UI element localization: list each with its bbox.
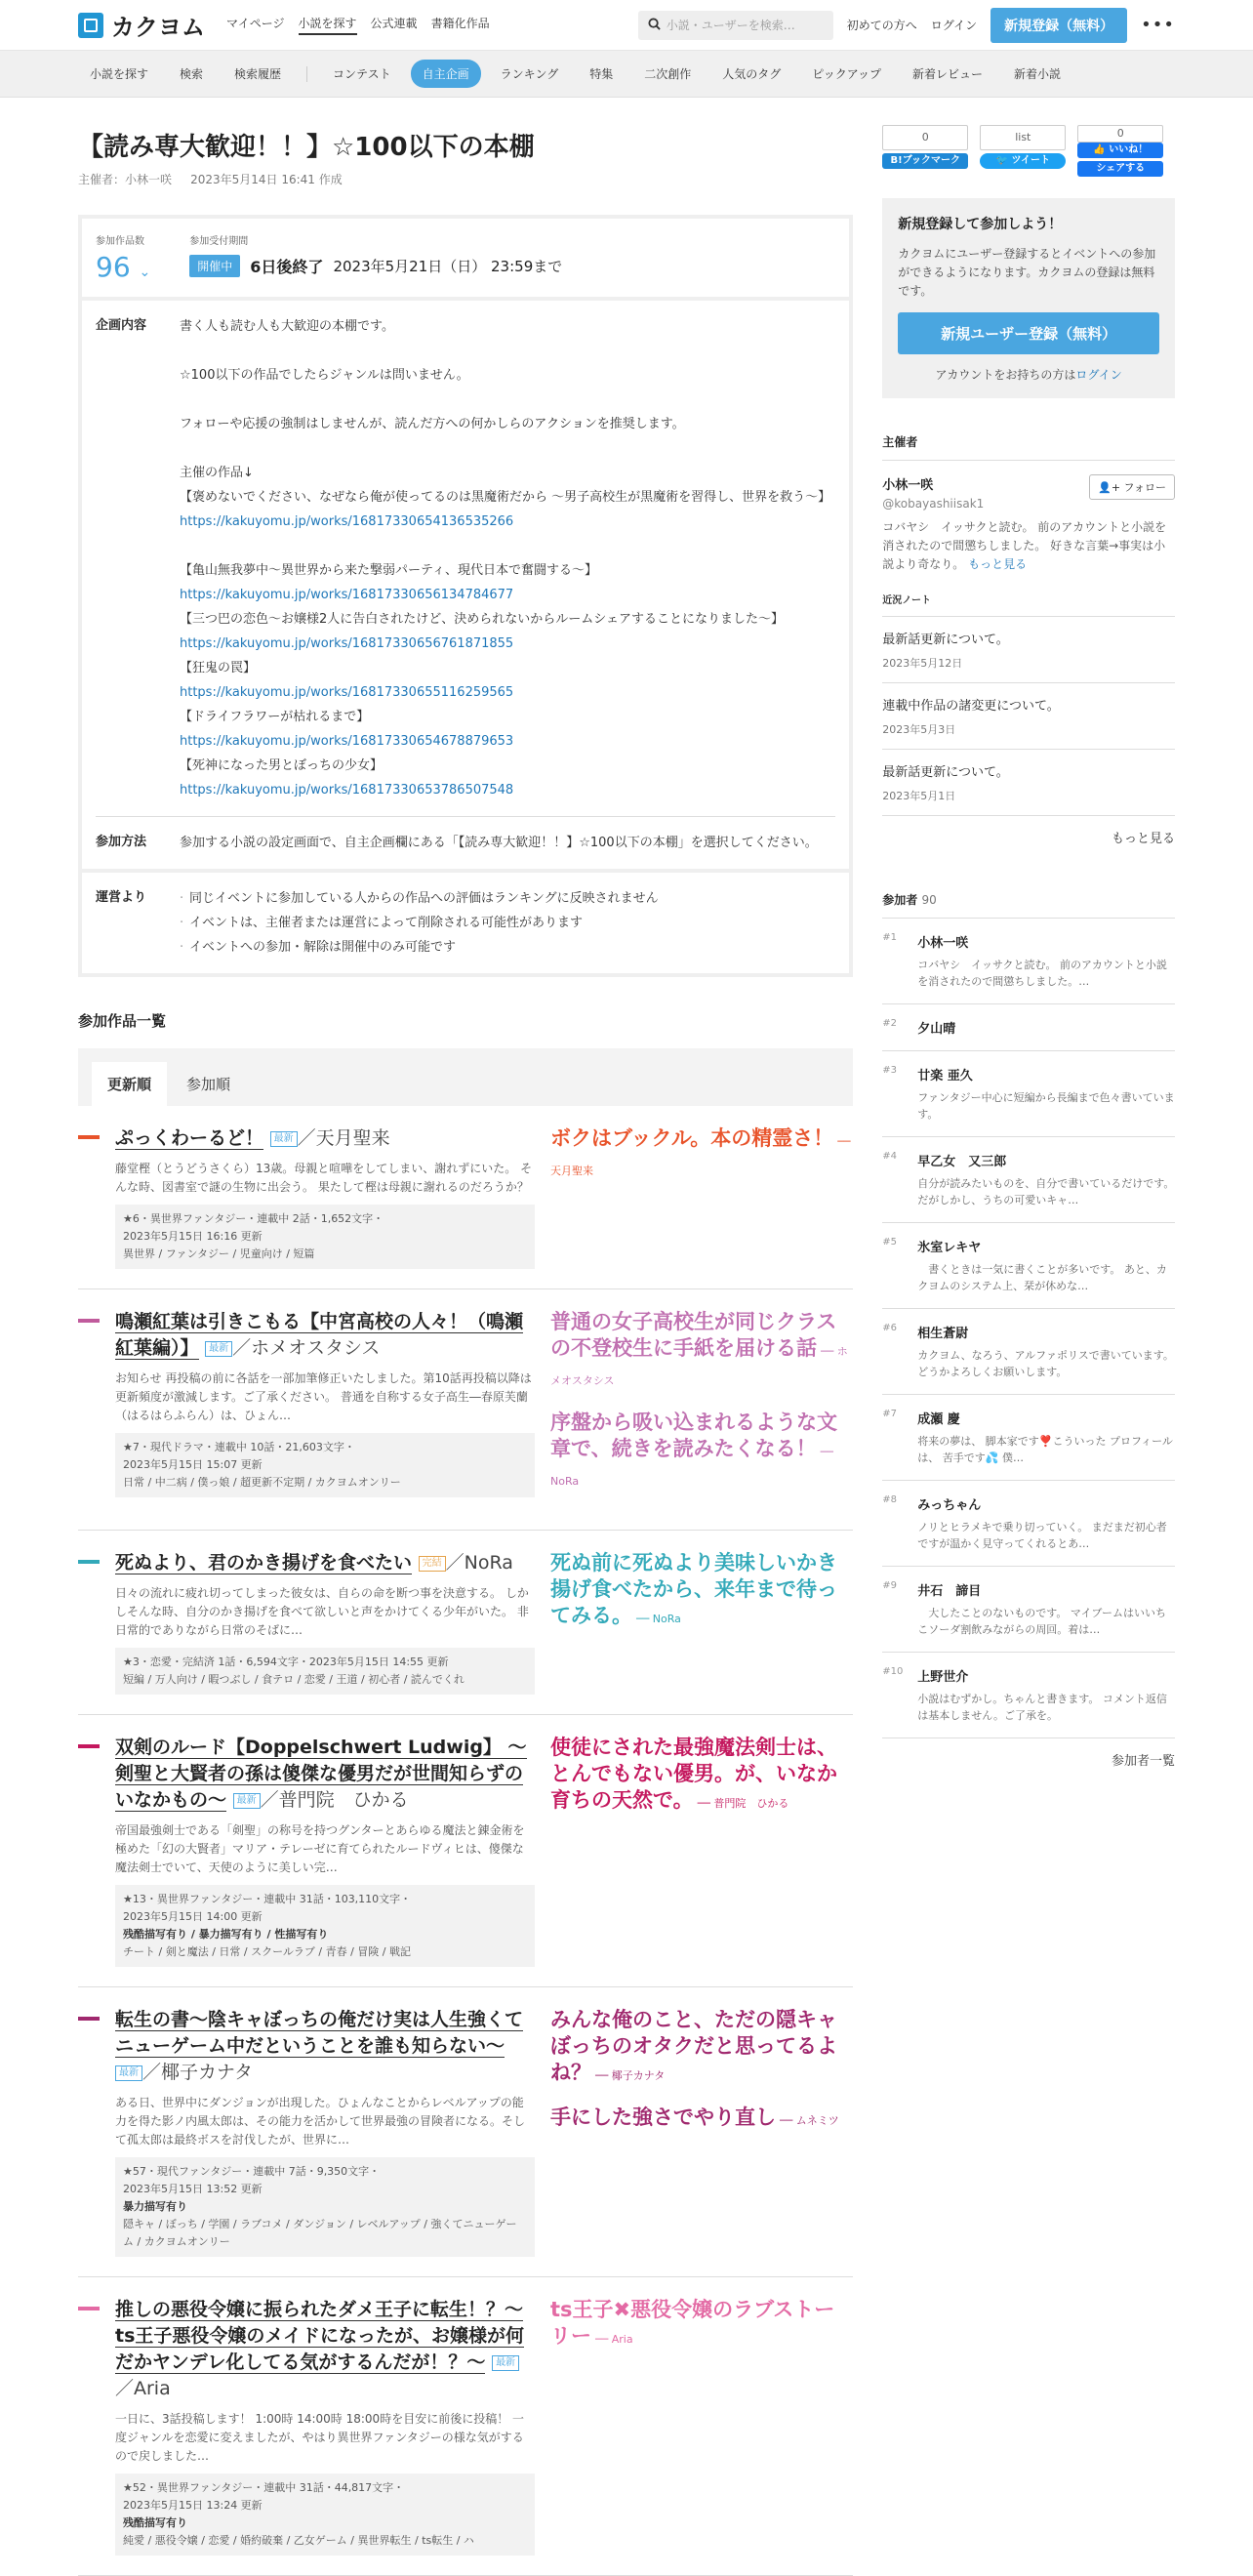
work-color-bar xyxy=(78,2307,100,2310)
beginners-link[interactable]: 初めての方へ xyxy=(846,19,917,32)
work-author[interactable]: ／天月聖来 xyxy=(297,1127,390,1149)
participant-item[interactable] xyxy=(882,1653,1175,1738)
fb-share-button[interactable]: シェアする xyxy=(1077,161,1163,177)
work-tags[interactable]: 隠キャ / ぼっち / 学園 / ラブコメ / ダンジョン / レベルアップ / 強くてニューゲーム / カクヨムオンリー xyxy=(123,2218,517,2248)
signup-button[interactable]: 新規ユーザー登録（無料） xyxy=(898,312,1159,354)
more-menu-icon[interactable]: ••• xyxy=(1141,15,1175,35)
work-color-bar xyxy=(78,1560,100,1564)
signup-box xyxy=(882,198,1175,398)
participant-rank: #7 xyxy=(882,1409,898,1419)
status-badge: 開催中 xyxy=(189,255,240,277)
participant-item[interactable] xyxy=(882,1223,1175,1309)
new-tag: 最新 xyxy=(492,2355,519,2371)
work-description: 帝国最強剣士である「剣聖」の称号を持つグンターとあらゆる魔法と錬金術を極めた「幻の大賢者」マリア・テレーゼに育てられたルードヴィヒは、傻傑な魔法剣士でいて、天使のように美しい完… xyxy=(115,1823,525,1874)
participant-desc: 書くときは一気に書くことが多いです。 あと、カクヨムのシステム上、栞が休めな… xyxy=(917,1263,1167,1292)
work-meta: ★7・現代ドラマ・連載中 10話・21,603文字・ 2023年5月15日 15:07 更新 日常 / 中二病 / 僕っ娘 / 超更新不定期 / カクヨムオンリー xyxy=(115,1433,535,1497)
complete-tag: 完結 xyxy=(419,1556,446,1572)
work-title[interactable]: ぷっくわーるど！ xyxy=(115,1127,264,1149)
share-buttons xyxy=(882,125,1175,177)
hatena-count: 0 xyxy=(882,125,968,150)
notes-heading: 近況ノート xyxy=(882,592,1175,617)
tab-updated[interactable]: 更新順 xyxy=(92,1062,167,1106)
method-label: 参加方法 xyxy=(96,835,147,849)
participant-item[interactable] xyxy=(882,1481,1175,1567)
subnav-pickup[interactable]: ピックアップ xyxy=(812,67,881,81)
host-link[interactable]: 主催者：小林一咲 xyxy=(78,173,173,186)
work-title[interactable]: 推しの悪役令嬢に振られたダメ王子に転生！？〜ts王子悪役令嬢のメイドになったが、お嬢様が何だかヤンデレ化してる気がするんだが！？〜 xyxy=(115,2299,525,2373)
site-logo[interactable] xyxy=(78,8,205,42)
deadline: 2023年5月21日（日） 23:59まで xyxy=(333,258,563,275)
work-tags[interactable]: 短編 / 万人向け / 暇つぶし / 食テロ / 恋愛 / 王道 / 初心者 / 読んでくれ xyxy=(123,1673,465,1686)
work-author[interactable]: ／Aria xyxy=(115,2378,171,2399)
remaining-days: 6日後終了 xyxy=(250,258,324,276)
works-tabs xyxy=(78,1048,853,1106)
work-meta: ★52・異世界ファンタジー・連載中 31話・44,817文字・ 2023年5月15日 13:24 更新 残酷描写有り 純愛 / 悪役令嬢 / 恋愛 / 婚約破棄 / 乙女ゲーム / 異世界転生 / ts転生 / ハ xyxy=(115,2474,535,2556)
work-link[interactable]: https://kakuyomu.jp/works/16817330654678879653 xyxy=(180,734,514,749)
page-title: 【読み専大歓迎！！】☆100以下の本棚 xyxy=(78,133,535,162)
works-section-title: 参加作品一覧 xyxy=(78,1012,167,1030)
subnav-fanfic[interactable]: 二次創作 xyxy=(644,67,692,81)
catchphrase: 普通の女子高校生が同じクラスの不登校生に手紙を届ける話 ── ホメオスタシス xyxy=(550,1310,848,1387)
subnav-contest[interactable]: コンテスト xyxy=(333,67,391,81)
work-item xyxy=(78,1106,853,1289)
hatena-bookmark-button[interactable]: B!ブックマーク xyxy=(882,153,968,169)
participant-name[interactable]: 成瀬 慶 xyxy=(917,1412,960,1427)
participant-desc: 大したことのないものです。 マイブームはいいちこソーダ割飲みながらの周回。着は… xyxy=(917,1607,1167,1636)
catch-column xyxy=(550,1735,853,1967)
participant-name[interactable]: 氷室レキヤ xyxy=(917,1241,982,1255)
register-button[interactable]: 新規登録（無料） xyxy=(990,8,1127,43)
work-tags[interactable]: 異世界 / ファンタジー / 児童向け / 短篇 xyxy=(123,1247,315,1260)
work-author[interactable]: ／普門院 ひかる xyxy=(260,1789,409,1811)
search-placeholder: 小説・ユーザーを検索… xyxy=(666,19,795,32)
created-date: 2023年5月14日 16:41 作成 xyxy=(190,173,343,186)
notes-more-link[interactable]: もっと見る xyxy=(1111,832,1175,846)
host-more-link[interactable]: もっと見る xyxy=(968,557,1028,571)
host-description: コバヤシ イッサクと読む。 前のアカウントと小説を消されたので間懲ちしました。 好きな言葉→事実は小説より奇なり。 もっと見る xyxy=(882,520,1167,571)
work-meta: ★57・現代ファンタジー・連載中 7話・9,350文字・ 2023年5月15日 13:52 更新 暴力描写有り 隠キャ / ぼっち / 学園 / ラブコメ / ダンジョン / レベルアップ / 強くてニューゲーム / カクヨムオンリー xyxy=(115,2157,535,2257)
nav-mypage[interactable]: マイページ xyxy=(226,17,285,30)
sidebar xyxy=(882,98,1175,2576)
participant-rank: #6 xyxy=(882,1323,898,1333)
work-title[interactable]: 鳴瀬紅葉は引きこもる【中宮高校の人々！（鳴瀬紅葉編）】 xyxy=(115,1311,524,1359)
host-heading: 主催者 xyxy=(882,433,1175,461)
participant-item[interactable] xyxy=(882,1309,1175,1395)
participant-desc: カクヨム、なろう、アルファポリスで書いています。 どうかよろしくお願いします。 xyxy=(917,1349,1174,1378)
subnav-search[interactable]: 検索 xyxy=(180,67,204,81)
top-nav xyxy=(226,15,490,35)
work-link[interactable]: https://kakuyomu.jp/works/16817330654136535266 xyxy=(180,514,514,529)
catchphrase: ボクはブックル。本の精霊さ！ ── 天月聖来 xyxy=(550,1126,851,1177)
new-tag: 最新 xyxy=(270,1131,298,1147)
work-title[interactable]: 双剣のルード【Doppelschwert Ludwig】 ～剣聖と大賢者の孫は傻傑な優男だが世間知らずのいなかもの～ xyxy=(115,1737,527,1811)
new-tag: 最新 xyxy=(233,1793,261,1809)
nav-find-novels[interactable]: 小説を探す xyxy=(299,15,357,35)
works-list xyxy=(78,1106,853,2576)
ops-rules: · 同じイベントに参加している人からの作品への評価はランキングに反映されません · イベントは、主催者または運営によって削除される可能性があります · イベントへの参加・解除は開催中のみ可能です xyxy=(180,886,835,960)
catchphrase: ts王子✖悪役令嬢のラブストーリー ── Aria xyxy=(550,2298,835,2348)
work-link[interactable]: https://kakuyomu.jp/works/16817330656134784677 xyxy=(180,588,514,602)
participant-name[interactable]: 夕山晴 xyxy=(917,1022,956,1037)
participant-count[interactable]: 96 ⌄ xyxy=(96,251,151,283)
host-profile xyxy=(882,474,1175,511)
participant-name[interactable]: 廿楽 亜久 xyxy=(917,1069,973,1084)
work-description: 藤堂樫（とうどうさくら）13歳。母親と喧嘩をしてしまい、謝れずにいた。 そんな時、図書室で謎の生物に出会う。 果たして樫は母親に謝れるのだろうか？ xyxy=(115,1162,533,1194)
participant-item[interactable] xyxy=(882,919,1175,1004)
work-meta: ★13・異世界ファンタジー・連載中 31話・103,110文字・ 2023年5月15日 14:00 更新 残酷描写有り / 暴力描写有り / 性描写有り チート / 剣と魔法 / 日常 / スクールラブ / 青春 / 冒険 / 戦記 xyxy=(115,1885,535,1967)
subnav-history[interactable]: 検索履歴 xyxy=(234,67,282,81)
participant-desc: ノリとヒラメキで乗り切っていく。 まだまだ初心者ですが温かく見守ってくれるとあ… xyxy=(917,1521,1167,1550)
participant-rank: #10 xyxy=(882,1666,904,1677)
work-description: 日々の流れに疲れ切ってしまった彼女は、自らの命を断つ事を決意する。 しかしそんな時、自分のかき揚げを食べて欲しいと声をかけてくる少年がいた。 非日常的でありながら日常のそばに… xyxy=(115,1586,529,1637)
catch-column xyxy=(550,1550,853,1695)
note-item[interactable]: 最新話更新について。 2023年5月1日 xyxy=(882,750,1175,816)
top-header xyxy=(0,0,1253,51)
host-id: @kobayashiisak1 xyxy=(882,497,985,511)
work-description: 一日に、3話投稿します！ 1:00時 14:00時 18:00時を目安に前後に投稿！ 一度ジャンルを恋愛に変えましたが、やはり異世界ファンタジーの様な気がするので戻しました… xyxy=(115,2412,525,2463)
follow-button[interactable]: 👤+ フォロー xyxy=(1089,474,1175,500)
participant-name[interactable]: 井石 諦目 xyxy=(917,1584,982,1599)
login-prompt: アカウントをお持ちの方はログイン xyxy=(935,368,1122,382)
event-meta xyxy=(78,171,853,187)
participant-name[interactable]: 小林一咲 xyxy=(917,936,969,951)
participant-name[interactable]: 上野世介 xyxy=(917,1670,969,1685)
main-column xyxy=(78,98,853,2576)
work-author[interactable]: ／ホメオスタシス xyxy=(232,1337,381,1359)
note-item[interactable]: 最新話更新について。 2023年5月12日 xyxy=(882,617,1175,683)
login-link[interactable]: ログイン xyxy=(1075,368,1122,382)
participant-rank: #3 xyxy=(882,1065,898,1076)
work-title[interactable]: 死ぬより、君のかき揚げを食べたい xyxy=(115,1552,413,1574)
method-text: 参加する小説の設定画面で、自主企画欄にある「【読み専大歓迎！！】☆100以下の本棚」を選択してください。 xyxy=(180,836,818,850)
catchphrase: 死ぬ前に死ぬより美味しいかき揚げ食べたから、来年まで待ってみる。 ── NoRa xyxy=(550,1551,837,1627)
thumbs-up-icon: 👍 xyxy=(1093,144,1106,155)
fb-count: 0 xyxy=(1077,125,1163,143)
subnav-find[interactable]: 小説を探す xyxy=(90,67,149,81)
signup-text: カクヨムにユーザー登録するとイベントへの参加ができるようになります。カクヨムの登録は無料です。 xyxy=(898,247,1156,298)
work-meta: ★6・異世界ファンタジー・連載中 2話・1,652文字・ 2023年5月15日 16:16 更新 異世界 / ファンタジー / 児童向け / 短篇 xyxy=(115,1205,535,1269)
subnav-events[interactable]: 自主企画 xyxy=(411,60,481,88)
new-tag: 最新 xyxy=(115,2065,142,2081)
work-color-bar xyxy=(78,1319,100,1323)
participants-list xyxy=(882,919,1175,1738)
catch-column xyxy=(550,1125,853,1269)
tweet-button[interactable]: 🐦 ツイート xyxy=(980,153,1066,169)
work-color-bar xyxy=(78,2017,100,2021)
subnav-tags[interactable]: 人気のタグ xyxy=(722,67,782,81)
participant-desc: 小説はむずかし。ちゃんと書きます。 コメント返信は基本しません。ご了承を。 xyxy=(917,1693,1167,1722)
subnav-new-novels[interactable]: 新着小説 xyxy=(1013,67,1061,81)
work-meta: ★3・恋愛・完結済 1話・6,594文字・2023年5月15日 14:55 更新 短編 / 万人向け / 暇つぶし / 食テロ / 恋愛 / 王道 / 初心者 / 読んでくれ xyxy=(115,1648,535,1695)
work-author[interactable]: ／椰子カナタ xyxy=(142,2062,254,2083)
work-tags[interactable]: チート / 剣と魔法 / 日常 / スクールラブ / 青春 / 冒険 / 戦記 xyxy=(123,1945,411,1958)
work-author[interactable]: ／NoRa xyxy=(445,1552,513,1574)
participant-desc: ファンタジー中心に短編から長編まで色々書いています。 xyxy=(917,1091,1175,1121)
nav-published[interactable]: 書籍化作品 xyxy=(430,17,490,30)
participant-rank: #4 xyxy=(882,1151,898,1162)
divider xyxy=(306,66,307,82)
catch-column xyxy=(550,1309,853,1510)
participant-desc: 自分が読みたいものを、自分で書いているだけです。だがしかし、うちの可愛いキャ… xyxy=(917,1177,1175,1206)
participant-item[interactable] xyxy=(882,1567,1175,1653)
content-label: 企画内容 xyxy=(96,318,147,333)
ops-label: 運営より xyxy=(96,890,147,905)
participant-name[interactable]: 早乙女 又三郎 xyxy=(917,1155,1007,1169)
tab-joined[interactable]: 参加順 xyxy=(186,1076,231,1093)
search-icon xyxy=(648,18,661,33)
catchphrase: みんな俺のこと、ただの隠キャぼっちのオタクだと思ってるよね？ ── 椰子カナタ xyxy=(550,2008,837,2084)
period-label: 参加受付期間 xyxy=(189,236,249,247)
participant-rank: #5 xyxy=(882,1237,898,1247)
login-link[interactable]: ログイン xyxy=(930,19,978,32)
participant-rank: #1 xyxy=(882,932,898,943)
participant-desc: 将来の夢は、 脚本家です❣️こういった プロフィールは、 苦手です💦 僕… xyxy=(917,1435,1173,1464)
work-color-bar xyxy=(78,1744,100,1748)
work-color-bar xyxy=(78,1135,100,1139)
subnav-ranking[interactable]: ランキング xyxy=(500,67,559,81)
catch-column xyxy=(550,2297,853,2556)
work-link[interactable]: https://kakuyomu.jp/works/16817330656761871855 xyxy=(180,636,514,651)
catchphrase: 序盤から吸い込まれるような文章で、続きを読みたくなる！ ── NoRa xyxy=(550,1411,837,1488)
catch-column xyxy=(550,2007,853,2257)
sub-nav xyxy=(0,51,1253,98)
note-item[interactable]: 連載中作品の諸変更について。 2023年5月3日 xyxy=(882,683,1175,750)
work-link[interactable]: https://kakuyomu.jp/works/16817330655116259565 xyxy=(180,685,514,700)
logo-icon xyxy=(78,13,103,38)
work-item xyxy=(78,2277,853,2576)
participant-item[interactable] xyxy=(882,1051,1175,1137)
count-label: 参加作品数 xyxy=(96,236,144,247)
subnav-reviews[interactable]: 新着レビュー xyxy=(911,67,983,81)
new-tag: 最新 xyxy=(205,1341,232,1357)
user-plus-icon: 👤+ xyxy=(1098,481,1121,494)
participant-rank: #2 xyxy=(882,1018,898,1029)
work-tags[interactable]: 日常 / 中二病 / 僕っ娘 / 超更新不定期 / カクヨムオンリー xyxy=(123,1476,401,1489)
work-item xyxy=(78,1987,853,2277)
participants-heading: 参加者 90 xyxy=(882,891,1175,919)
nav-official[interactable]: 公式連載 xyxy=(370,17,418,30)
event-info-box xyxy=(78,215,853,977)
participant-name[interactable]: 相生蒼尉 xyxy=(917,1327,969,1341)
work-tags[interactable]: 純愛 / 悪役令嬢 / 恋愛 / 婚約破棄 / 乙女ゲーム / 異世界転生 / ts転生 / ハ xyxy=(123,2534,474,2547)
participant-name[interactable]: みっちゃん xyxy=(917,1498,982,1513)
participant-item[interactable] xyxy=(882,1004,1175,1051)
participant-item[interactable] xyxy=(882,1395,1175,1481)
host-name[interactable]: 小林一咲 xyxy=(882,478,934,493)
logo-text: カクヨム xyxy=(111,14,205,41)
work-item xyxy=(78,1531,853,1715)
work-link[interactable]: https://kakuyomu.jp/works/16817330653786507548 xyxy=(180,783,514,797)
subnav-features[interactable]: 特集 xyxy=(589,67,614,81)
participant-item[interactable] xyxy=(882,1137,1175,1223)
work-title[interactable]: 転生の書〜陰キャぼっちの俺だけ実は人生強くてニューゲーム中だということを誰も知らない〜 xyxy=(115,2009,524,2057)
content-body: 書く人も読む人も大歓迎の本棚です。 ☆100以下の作品でしたらジャンルは問いません。 フォローや応援の強制はしませんが、読んだ方への何かしらのアクションを推奨します。 主催の作品↓ 【褒めないでください、なぜなら俺が使ってるのは黒魔術だから 〜男子高校生が黒魔術を習得し、世界を救う〜】https://kakuyomu.jp/works/16817330654136535266 【亀山無我夢中〜異世界から来た撃弱パーティ、現代日本で奮闘する〜】 https://kakuyomu.jp/works/16817330656134784677 【三つ巴の恋色〜お嬢様2人に告白されたけど、決められないからルームシェアすることになりました〜】 https://kakuyomu.jp/works/16817330656761871855 【狂鬼の罠】 https://kakuyomu.jp/works/16817330655116259565 【ドライフラワーが枯れるまで】 https://kakuyomu.jp/works/16817330654678879653 【死神になった男とぼっちの少女】 https://kakuyomu.jp/works/16817330653786507548 xyxy=(180,314,835,802)
participants-more-link[interactable]: 参加者一覧 xyxy=(1111,1754,1175,1769)
tweet-count: list xyxy=(980,125,1066,150)
catchphrase: 使徒にされた最強魔法剣士は、とんでもない優男。が、いなか育ちの天然で。 ── 普門院 ひかる xyxy=(550,1736,837,1812)
catchphrase: 手にした強さでやり直し ── ムネミツ xyxy=(550,2106,839,2129)
fb-like-button[interactable]: 👍 いいね！ xyxy=(1077,143,1163,158)
work-description: ある日、世界中にダンジョンが出現した。ひょんなことからレベルアップの能力を得た影ノ内風太郎は、その能力を活かして世界最強の冒険者になる。そして孤太郎は最終ボスを討伐したが、世界に… xyxy=(115,2096,526,2147)
work-item xyxy=(78,1715,853,1987)
participant-desc: コバヤシ イッサクと読む。 前のアカウントと小説を消されたので間懲ちしました。… xyxy=(917,959,1167,988)
work-description: お知らせ 再投稿の前に各話を一部加筆修正いたしました。第10話再投稿以降は更新頻度が激減します。ご了承ください。 普通を自称する女子高生―春原芙蘭（はるはらふらん）は、ひょん… xyxy=(115,1371,532,1422)
participant-rank: #9 xyxy=(882,1580,898,1591)
participant-rank: #8 xyxy=(882,1494,898,1505)
search-input[interactable] xyxy=(638,11,833,40)
chevron-down-icon: ⌄ xyxy=(139,265,151,280)
signup-title: 新規登録して参加しよう！ xyxy=(898,217,1063,232)
work-item xyxy=(78,1289,853,1531)
twitter-icon: 🐦 xyxy=(995,155,1009,166)
